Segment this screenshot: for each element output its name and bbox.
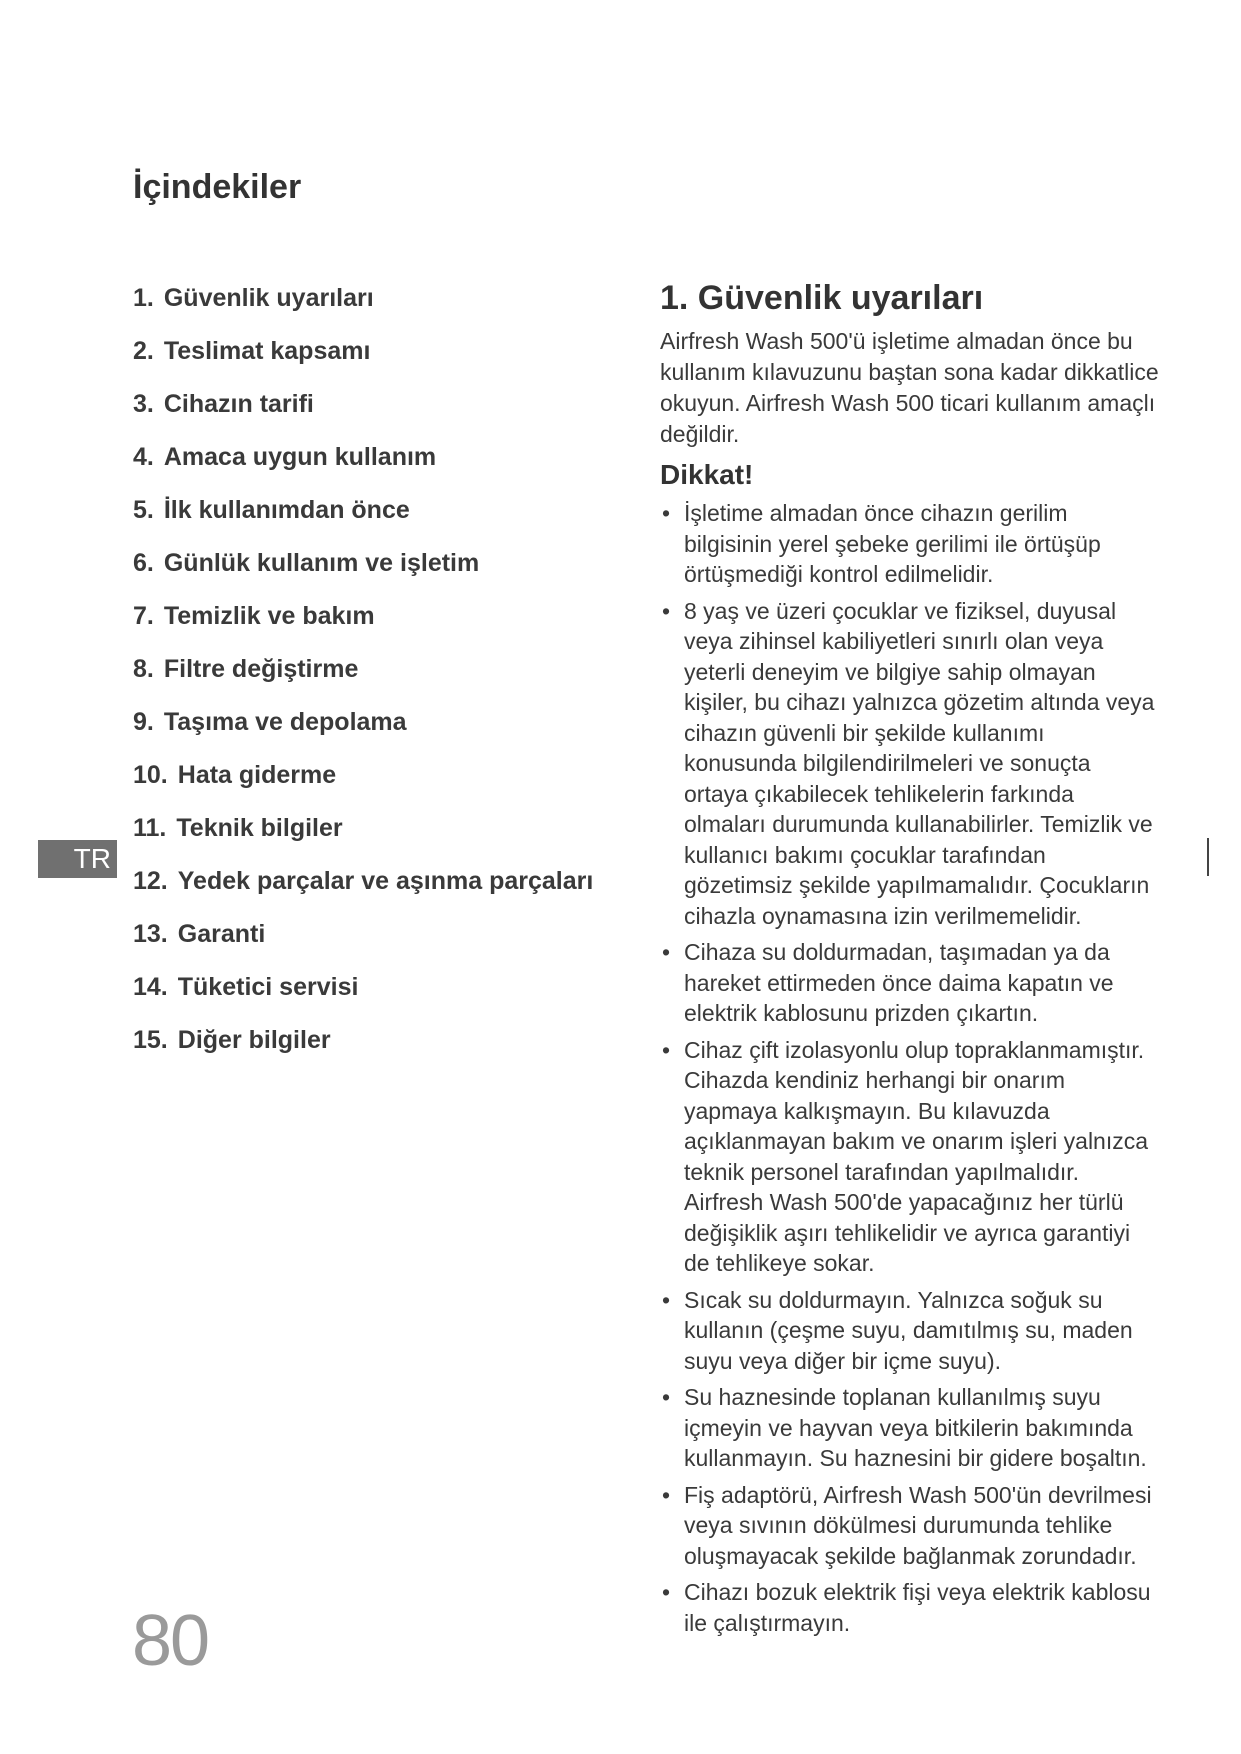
toc-item[interactable]	[133, 276, 593, 329]
warning-item: • İşletime almadan önce cihazın gerilim bilgisinin yerel şebeke gerilimi ile örtüşüp örtüşmediği kontrol edilmelidir.	[660, 498, 1160, 590]
toc-item-label: Taşıma ve depolama	[163, 708, 407, 736]
toc-item-number: 10.	[133, 761, 168, 789]
toc-item-label: Temizlik ve bakım	[163, 602, 375, 630]
toc-item[interactable]	[133, 488, 593, 541]
toc-item-label: Filtre değiştirme	[163, 655, 359, 683]
warning-list	[660, 498, 1160, 1638]
toc-item[interactable]	[133, 541, 593, 594]
toc-item[interactable]	[133, 700, 593, 753]
toc-item-label: Hata giderme	[177, 761, 337, 789]
toc-item[interactable]	[133, 1018, 593, 1071]
toc-item-number: 15.	[133, 1026, 168, 1054]
toc-item-number: 6.	[133, 549, 154, 577]
toc-item-label: Garanti	[177, 920, 266, 948]
warning-item: • Sıcak su doldurmayın. Yalnızca soğuk su kullanın (çeşme suyu, damıtılmış su, maden suyu veya diğer bir içme suyu).	[660, 1285, 1160, 1377]
safety-section	[660, 276, 1160, 1644]
toc-item[interactable]	[133, 382, 593, 435]
toc-item-number: 11.	[133, 814, 167, 842]
toc-item[interactable]	[133, 594, 593, 647]
toc-item[interactable]	[133, 435, 593, 488]
toc-item-number: 7.	[133, 602, 154, 630]
toc-item[interactable]	[133, 859, 593, 912]
toc-item-number: 14.	[133, 973, 168, 1001]
section-title: 1. Güvenlik uyarıları	[660, 279, 984, 317]
toc-item-label: Diğer bilgiler	[177, 1026, 331, 1054]
toc-item-number: 2.	[133, 337, 154, 365]
warning-item: • Fiş adaptörü, Airfresh Wash 500'ün devrilmesi veya sıvının dökülmesi durumunda tehlike oluşmayacak şekilde bağlanmak zorundadır.	[660, 1480, 1160, 1572]
page-number: 80	[132, 1601, 209, 1681]
language-tab: TR	[38, 840, 117, 878]
toc-item[interactable]	[133, 647, 593, 700]
warning-item: • Su haznesinde toplanan kullanılmış suyu içmeyin ve hayvan veya bitkilerin bakımında kullanmayın. Su haznesini bir gidere boşaltın.	[660, 1382, 1160, 1474]
edge-marker	[1207, 838, 1209, 876]
toc-item-number: 4.	[133, 443, 154, 471]
toc-item-label: Güvenlik uyarıları	[163, 284, 374, 312]
table-of-contents	[133, 276, 593, 1071]
toc-item-number: 1.	[133, 284, 154, 312]
warning-item: • Cihaza su doldurmadan, taşımadan ya da hareket ettirmeden önce daima kapatın ve elektrik kablosunu prizden çıkartın.	[660, 937, 1160, 1029]
warning-item: • 8 yaş ve üzeri çocuklar ve fiziksel, duyusal veya zihinsel kabiliyetleri sınırlı olan veya yeterli deneyim ve bilgiye sahip olmayan kişiler, bu cihazı yalnızca gözetim altında veya cihazın güvenli bir şekilde kullanımı konusunda bilgilendirilmeleri ve sonuçta ortaya çıkabilecek tehlikelerin farkında olmaları durumunda kullanabilirler. Temizlik ve kullanıcı bakımı çocuklar tarafından gözetimsiz şekilde yapılmamalıdır. Çocukların cihazla oynamasına izin verilmemelidir.	[660, 596, 1160, 932]
toc-item[interactable]	[133, 329, 593, 382]
toc-item-label: Amaca uygun kullanım	[163, 443, 437, 471]
toc-item-label: İlk kullanımdan önce	[163, 496, 410, 524]
toc-item-number: 5.	[133, 496, 154, 524]
toc-item-number: 9.	[133, 708, 154, 736]
toc-item-number: 3.	[133, 390, 154, 418]
toc-item[interactable]	[133, 753, 593, 806]
warning-item: • Cihaz çift izolasyonlu olup topraklanmamıştır. Cihazda kendiniz herhangi bir onarım yapmaya kalkışmayın. Bu kılavuzda açıklanmayan bakım ve onarım işleri yalnızca teknik personel tarafından yapılmalıdır. Airfresh Wash 500'de yapacağınız her türlü değişiklik aşırı tehlikelidir ve ayrıca garantiyi de tehlikeye sokar.	[660, 1035, 1160, 1279]
toc-item-label: Teknik bilgiler	[176, 814, 343, 842]
toc-item-number: 12.	[133, 867, 168, 895]
toc-item[interactable]	[133, 806, 593, 859]
section-intro: Airfresh Wash 500'ü işletime almadan önce bu kullanım kılavuzunu baştan sona kadar dikkatlice okuyun. Airfresh Wash 500 ticari kullanım amaçlı değildir.	[660, 328, 1159, 447]
toc-item[interactable]	[133, 965, 593, 1018]
toc-item-label: Cihazın tarifi	[163, 390, 314, 418]
warning-item: • Cihazı bozuk elektrik fişi veya elektrik kablosu ile çalıştırmayın.	[660, 1577, 1160, 1638]
warning-heading: Dikkat!	[660, 459, 754, 490]
toc-item-number: 13.	[133, 920, 168, 948]
toc-item-label: Teslimat kapsamı	[163, 337, 371, 365]
toc-item-label: Tüketici servisi	[177, 973, 359, 1001]
toc-item-label: Günlük kullanım ve işletim	[163, 549, 480, 577]
page-title: İçindekiler	[133, 168, 302, 206]
toc-item[interactable]	[133, 912, 593, 965]
toc-item-label: Yedek parçalar ve aşınma parçaları	[177, 867, 594, 895]
toc-item-number: 8.	[133, 655, 154, 683]
